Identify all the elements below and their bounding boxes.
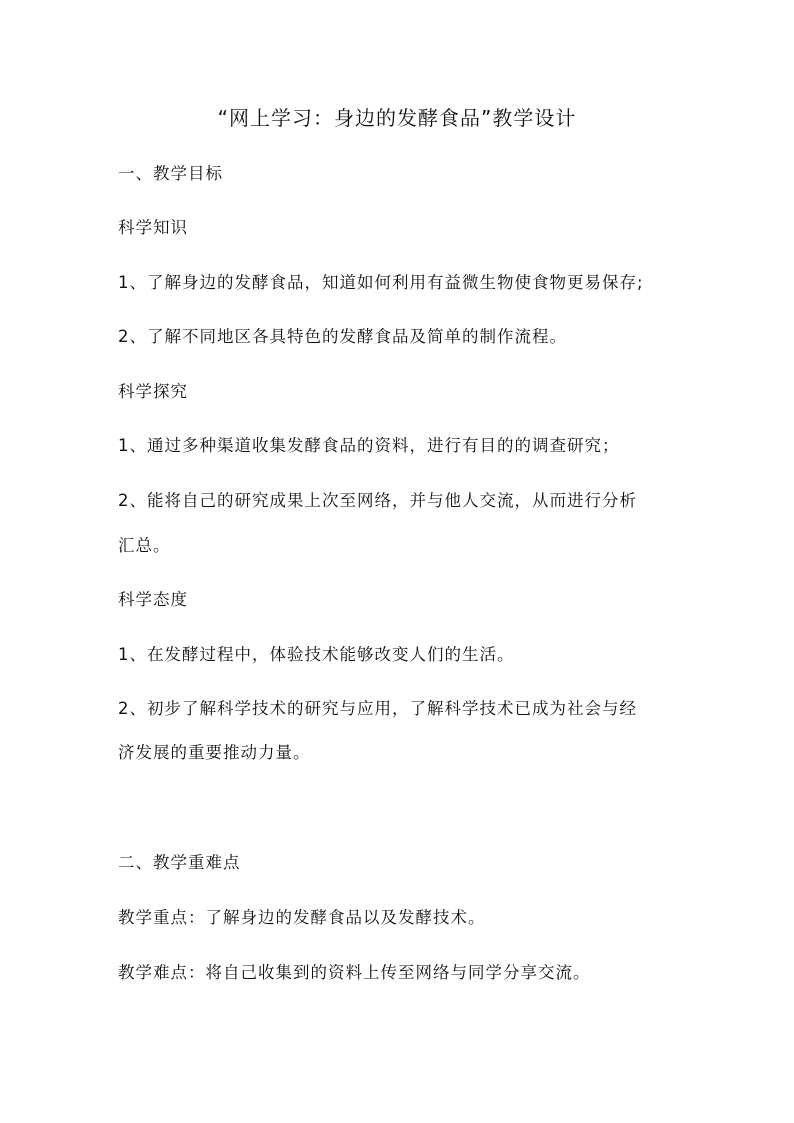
difficult-point-item: 教学难点：将自己收集到的资料上传至网络与同学分享交流。 — [118, 963, 591, 982]
document-title: “网上学习：身边的发酵食品”教学设计 — [217, 106, 577, 130]
key-point-item: 教学重点：了解身边的发酵食品以及发酵技术。 — [118, 908, 486, 927]
inquiry-item-1: 1、通过多种渠道收集发酵食品的资料，进行有目的的调查研究； — [118, 436, 620, 455]
attitude-item-2-continued: 济发展的重要推动力量。 — [118, 743, 311, 762]
section-heading-objectives: 一、教学目标 — [118, 164, 223, 183]
inquiry-item-2-continued: 汇总。 — [118, 536, 171, 555]
attitude-item-1: 1、在发酵过程中，体验技术能够改变人们的生活。 — [118, 645, 515, 664]
knowledge-item-1: 1、了解身边的发酵食品，知道如何利用有益微生物使食物更易保存; — [118, 273, 644, 292]
attitude-item-2: 2、初步了解科学技术的研究与应用，了解科学技术已成为社会与经 — [118, 699, 637, 718]
section-heading-key-points: 二、教学重难点 — [118, 853, 241, 872]
subheading-knowledge: 科学知识 — [118, 218, 188, 237]
subheading-attitude: 科学态度 — [118, 590, 188, 609]
subheading-inquiry: 科学探究 — [118, 382, 188, 401]
inquiry-item-2: 2、能将自己的研究成果上次至网络，并与他人交流，从而进行分析 — [118, 491, 637, 510]
knowledge-item-2: 2、了解不同地区各具特色的发酵食品及简单的制作流程。 — [118, 327, 567, 346]
